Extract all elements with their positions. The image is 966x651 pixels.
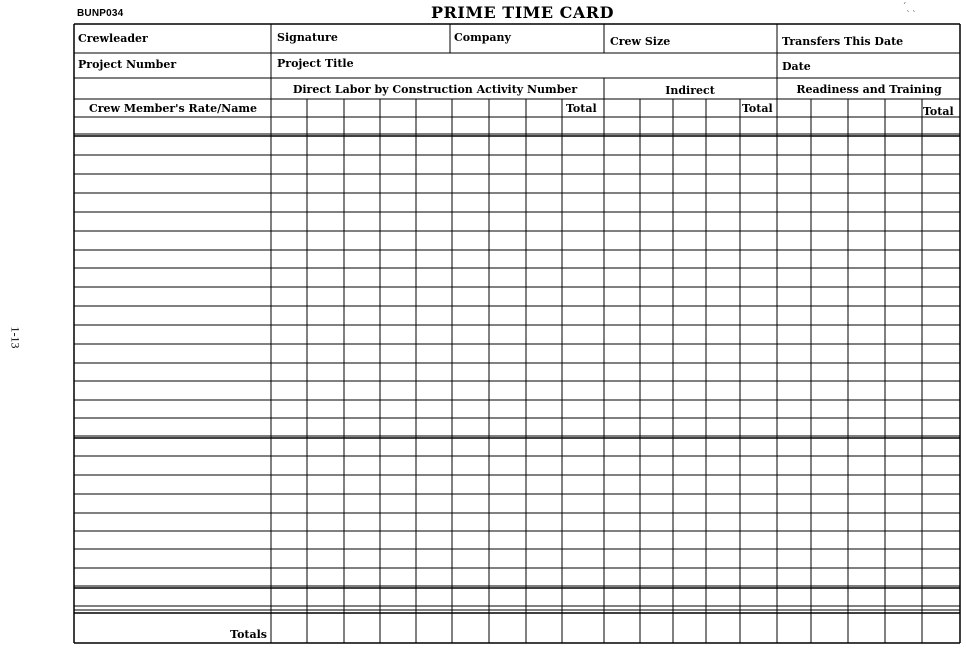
company-label: Company xyxy=(454,31,511,44)
project-title-label: Project Title xyxy=(277,57,354,70)
totals-label: Totals xyxy=(230,628,267,641)
crewleader-label: Crewleader xyxy=(78,32,148,45)
crew-member-header: Crew Member's Rate/Name xyxy=(89,102,257,115)
total-indirect-header: Total xyxy=(742,102,773,115)
total-readiness-header: Total xyxy=(923,105,954,118)
total-direct-header: Total xyxy=(566,102,597,115)
project-number-label: Project Number xyxy=(78,58,177,71)
page-number: 1-13 xyxy=(8,326,23,349)
form-id: BUNP034 xyxy=(77,8,124,19)
transfers-label: Transfers This Date xyxy=(782,35,904,48)
corner-mark: ˊˏ ˎ xyxy=(902,3,916,13)
date-label: Date xyxy=(782,60,811,73)
readiness-header: Readiness and Training xyxy=(796,83,942,96)
direct-labor-header: Direct Labor by Construction Activity Number xyxy=(292,83,578,96)
indirect-header: Indirect xyxy=(665,84,715,97)
crew-size-label: Crew Size xyxy=(610,35,671,48)
signature-label: Signature xyxy=(277,31,338,44)
form-title: PRIME TIME CARD xyxy=(431,3,614,22)
